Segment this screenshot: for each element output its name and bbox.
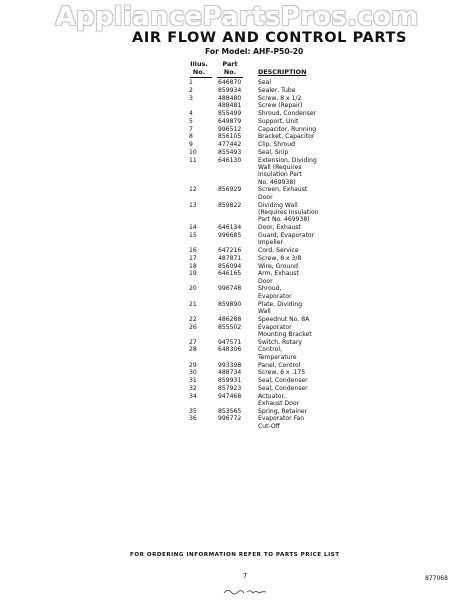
page-title: AIR FLOW AND CONTROL PARTS bbox=[132, 30, 408, 46]
part-description: Actuator, bbox=[258, 392, 286, 400]
part-number: 947468 bbox=[218, 392, 242, 400]
part-description: Plate, Dividing bbox=[258, 300, 303, 308]
part-description: Spring, Retainer bbox=[258, 407, 308, 415]
part-description: Door bbox=[258, 277, 273, 285]
illus-number: 22 bbox=[189, 315, 197, 323]
header-part-label: Part bbox=[222, 60, 238, 68]
part-description: Screw, 6 x .175 bbox=[258, 369, 306, 377]
part-description: Speednut No. 8A bbox=[258, 315, 310, 323]
part-description: Arm, Exhaust bbox=[258, 270, 299, 278]
handwritten-scribble bbox=[222, 586, 268, 596]
part-description: Seal, Condenser bbox=[258, 377, 308, 385]
part-number: 993398 bbox=[218, 361, 242, 369]
part-description: Panel, Control bbox=[258, 361, 301, 369]
part-number: 947571 bbox=[218, 338, 242, 346]
part-description: Capacitor, Running bbox=[258, 125, 317, 133]
illus-number: 36 bbox=[189, 415, 197, 423]
illus-number: 11 bbox=[189, 156, 197, 164]
illus-number: 1 bbox=[189, 79, 193, 86]
part-description: Screen, Exhaust bbox=[258, 186, 308, 194]
part-description: Guard, Evaporator bbox=[258, 231, 315, 239]
illus-number: 31 bbox=[189, 377, 197, 385]
part-description: Extension, Dividing bbox=[258, 156, 317, 164]
part-description: Cord, Service bbox=[258, 247, 299, 255]
part-number: 648306 bbox=[218, 346, 242, 354]
illus-number: 34 bbox=[189, 392, 197, 400]
illus-number: 20 bbox=[189, 285, 197, 293]
part-number: 859931 bbox=[218, 377, 242, 385]
part-number: 856094 bbox=[218, 262, 242, 270]
illus-number: 18 bbox=[189, 262, 197, 270]
part-description: Evaporator bbox=[258, 292, 292, 300]
part-description: Wire, Ground bbox=[258, 262, 298, 270]
part-description: Clip, Shroud bbox=[258, 141, 295, 148]
part-description: Exhaust Door bbox=[258, 399, 300, 407]
header-description: DESCRIPTION bbox=[258, 68, 307, 76]
illus-number: 7 bbox=[189, 125, 193, 133]
part-description: Screw, 8 x 1/2 bbox=[258, 94, 302, 102]
part-number: 853565 bbox=[218, 407, 242, 415]
part-description: Door, Exhaust bbox=[258, 224, 302, 232]
part-number: 488734 bbox=[218, 369, 242, 377]
illus-number: 5 bbox=[189, 117, 193, 125]
illus-number: 27 bbox=[189, 338, 197, 346]
part-number: 996512 bbox=[218, 125, 242, 133]
part-description: Dividing Wall bbox=[258, 201, 298, 209]
part-description: Seal, Snip bbox=[258, 148, 289, 156]
part-number: 859890 bbox=[218, 300, 242, 308]
part-number: 477442 bbox=[218, 141, 242, 148]
illus-number: 26 bbox=[189, 323, 197, 331]
header-illus-no-label: No. bbox=[192, 68, 206, 76]
part-description: Switch, Rotary bbox=[258, 338, 302, 346]
part-number: 646870 bbox=[218, 79, 242, 86]
part-description: Door bbox=[258, 193, 273, 201]
page-number: 7 bbox=[243, 572, 248, 580]
model-label: For Model: AHF-P50-20 bbox=[205, 47, 304, 56]
part-number: 856105 bbox=[218, 133, 242, 141]
part-description: Temperature bbox=[258, 353, 297, 361]
illus-number: 28 bbox=[189, 346, 197, 354]
ordering-footer: FOR ORDERING INFORMATION REFER TO PARTS PRICE LIST bbox=[130, 552, 340, 558]
part-number: 488481 bbox=[218, 102, 242, 110]
part-description: Evaporator bbox=[258, 323, 292, 331]
illus-number: 29 bbox=[189, 361, 197, 369]
part-description: Mounting Bracket bbox=[258, 330, 312, 338]
illus-number: 30 bbox=[189, 369, 197, 377]
part-number: 855502 bbox=[218, 323, 242, 331]
part-description: Part No. 469938) bbox=[258, 216, 310, 224]
illus-number: 14 bbox=[189, 224, 197, 232]
part-description: Seal bbox=[258, 79, 272, 86]
header-part-no bbox=[215, 60, 245, 76]
part-description: Support, Unit bbox=[258, 117, 299, 125]
part-number: 996685 bbox=[218, 231, 242, 239]
header-part-no-label: No. bbox=[223, 68, 237, 76]
part-number: 996748 bbox=[218, 285, 242, 293]
illus-number: 35 bbox=[189, 407, 197, 415]
part-description: Insulation Part bbox=[258, 171, 302, 179]
part-number: 857923 bbox=[218, 384, 242, 392]
part-number: 856929 bbox=[218, 186, 242, 194]
part-description: Screw, 8 x 3/8 bbox=[258, 254, 302, 262]
illus-number: 17 bbox=[189, 254, 197, 262]
part-number: 646130 bbox=[218, 156, 242, 164]
part-description: No. 469938) bbox=[258, 178, 296, 186]
illus-number: 3 bbox=[189, 94, 193, 102]
part-description: Cut-Off bbox=[258, 422, 280, 430]
part-description: Seal, Condenser bbox=[258, 384, 308, 392]
header-rule-part bbox=[217, 77, 243, 78]
header-illus-label: Illus. bbox=[190, 60, 208, 68]
part-number: 646134 bbox=[218, 224, 242, 232]
part-number: 855499 bbox=[218, 110, 242, 117]
part-number: 859934 bbox=[218, 86, 242, 94]
illus-number: 21 bbox=[189, 300, 197, 308]
part-description: Bracket, Capacitor bbox=[258, 133, 315, 141]
part-number: 855493 bbox=[218, 148, 242, 156]
part-number: 647216 bbox=[218, 247, 242, 255]
illus-number: 32 bbox=[189, 384, 197, 392]
part-description: Shroud, bbox=[258, 285, 282, 293]
part-number: 649879 bbox=[218, 117, 242, 125]
illus-number: 19 bbox=[189, 270, 197, 278]
part-number: 486288 bbox=[218, 315, 242, 323]
document-number: 877068 bbox=[425, 575, 448, 582]
illus-number: 10 bbox=[189, 148, 197, 156]
part-number: 996772 bbox=[218, 415, 242, 423]
illus-number: 12 bbox=[189, 186, 197, 194]
header-illus-no bbox=[184, 60, 214, 76]
illus-number: 9 bbox=[189, 141, 193, 148]
illus-number: 8 bbox=[189, 133, 193, 141]
part-description: Impeller bbox=[258, 239, 283, 247]
part-description: Control, bbox=[258, 346, 282, 354]
part-description: Shroud, Condenser bbox=[258, 110, 317, 117]
illus-number: 16 bbox=[189, 247, 197, 255]
illus-number: 2 bbox=[189, 86, 193, 94]
part-number: 646165 bbox=[218, 270, 242, 278]
part-description: Wall bbox=[258, 308, 271, 315]
part-number: 859822 bbox=[218, 201, 242, 209]
part-number: 488480 bbox=[218, 94, 242, 102]
site-watermark: AppliancePartsPros.com bbox=[55, 2, 419, 32]
illus-number: 4 bbox=[189, 110, 193, 117]
header-rule-illus bbox=[190, 77, 212, 78]
part-description: (Requires Insulation bbox=[258, 209, 319, 216]
part-description: Sealer, Tube bbox=[258, 86, 296, 94]
part-number: 487871 bbox=[218, 254, 242, 262]
illus-number: 13 bbox=[189, 201, 197, 209]
part-description: Evaporator Fan bbox=[258, 415, 305, 423]
illus-number: 15 bbox=[189, 231, 197, 239]
part-description: Wall (Requires bbox=[258, 163, 302, 171]
part-description: Screw (Repair) bbox=[258, 102, 303, 110]
